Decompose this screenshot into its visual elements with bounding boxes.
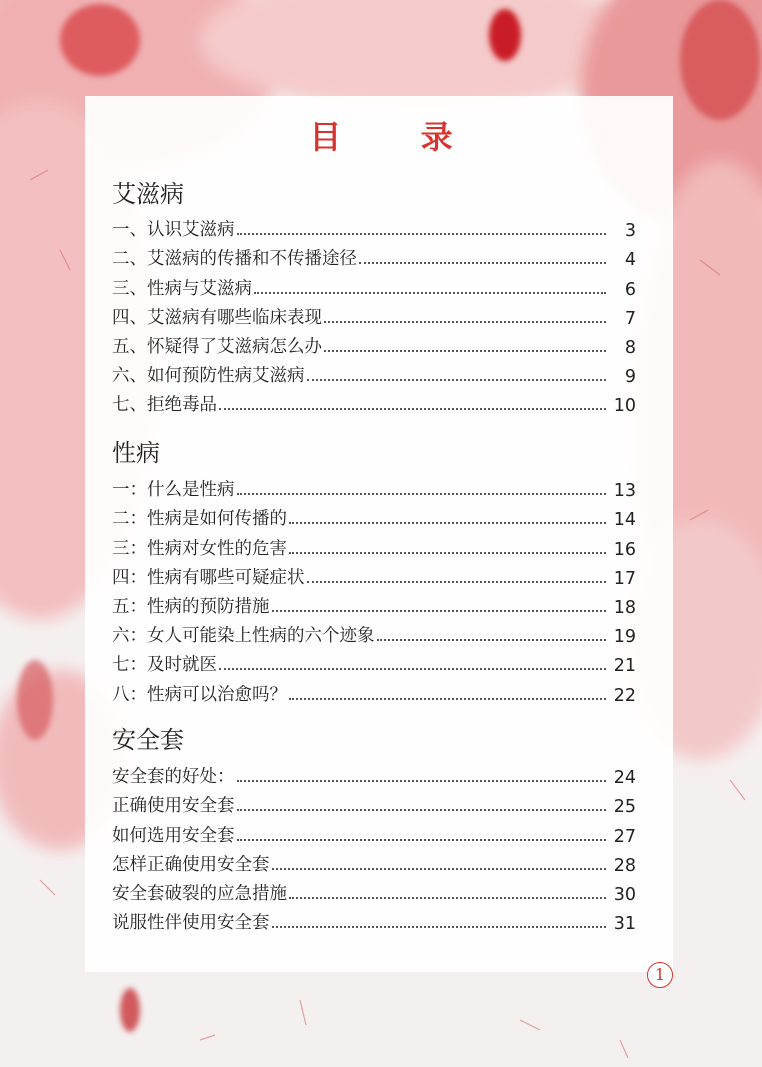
dot-leader <box>289 552 606 554</box>
toc-entry[interactable]: 一：什么是性病 13 <box>112 480 636 502</box>
toc-list-std <box>112 472 636 706</box>
section-heading-std: 性病 <box>112 439 160 467</box>
dot-leader <box>289 897 606 899</box>
dot-leader <box>307 581 607 583</box>
section-heading-aids: 艾滋病 <box>112 180 184 208</box>
dot-leader <box>237 809 607 811</box>
toc-list-condom <box>112 759 636 934</box>
dot-leader <box>219 408 606 410</box>
dot-leader <box>324 350 606 352</box>
toc-entry[interactable]: 三：性病对女性的危害 16 <box>112 538 636 560</box>
page-title: 目 录 <box>309 118 487 156</box>
toc-entry[interactable]: 说服性伴使用安全套 31 <box>112 913 636 935</box>
dot-leader <box>289 522 606 524</box>
dot-leader <box>272 926 607 928</box>
dot-leader <box>237 780 607 782</box>
toc-entry[interactable]: 六：女人可能染上性病的六个迹象 19 <box>112 626 636 648</box>
toc-entry[interactable]: 五、怀疑得了艾滋病怎么办 8 <box>112 336 636 358</box>
dot-leader <box>254 292 606 294</box>
toc-entry[interactable]: 四：性病有哪些可疑症状 17 <box>112 567 636 589</box>
dot-leader <box>307 379 607 381</box>
dot-leader <box>377 639 607 641</box>
dot-leader <box>272 610 607 612</box>
page-number-badge: 1 <box>647 962 673 988</box>
toc-entry[interactable]: 六、如何预防性病艾滋病 9 <box>112 366 636 388</box>
toc-entry[interactable]: 七、拒绝毒品 10 <box>112 395 636 417</box>
toc-entry[interactable]: 正确使用安全套 25 <box>112 796 636 818</box>
toc-entry[interactable]: 安全套的好处： 24 <box>112 767 636 789</box>
dot-leader <box>237 233 607 235</box>
toc-entry[interactable]: 怎样正确使用安全套 28 <box>112 854 636 876</box>
toc-entry[interactable]: 安全套破裂的应急措施 30 <box>112 883 636 905</box>
dot-leader <box>324 321 606 323</box>
toc-entry[interactable]: 二、艾滋病的传播和不传播途径 4 <box>112 249 636 271</box>
dot-leader <box>219 668 606 670</box>
toc-entry[interactable]: 一、认识艾滋病 3 <box>112 220 636 242</box>
dot-leader <box>359 262 606 264</box>
toc-entry[interactable]: 八：性病可以治愈吗？ 22 <box>112 684 636 706</box>
dot-leader <box>237 493 607 495</box>
dot-leader <box>289 698 606 700</box>
toc-list-aids <box>112 212 636 416</box>
dot-leader <box>272 868 607 870</box>
toc-entry[interactable]: 二：性病是如何传播的 14 <box>112 509 636 531</box>
section-heading-condom: 安全套 <box>112 726 184 754</box>
toc-entry[interactable]: 五：性病的预防措施 18 <box>112 596 636 618</box>
toc-entry[interactable]: 如何选用安全套 27 <box>112 825 636 847</box>
toc-entry[interactable]: 七：及时就医 21 <box>112 655 636 677</box>
toc-entry[interactable]: 四、艾滋病有哪些临床表现 7 <box>112 307 636 329</box>
toc-entry[interactable]: 三、性病与艾滋病 6 <box>112 278 636 300</box>
dot-leader <box>237 839 607 841</box>
